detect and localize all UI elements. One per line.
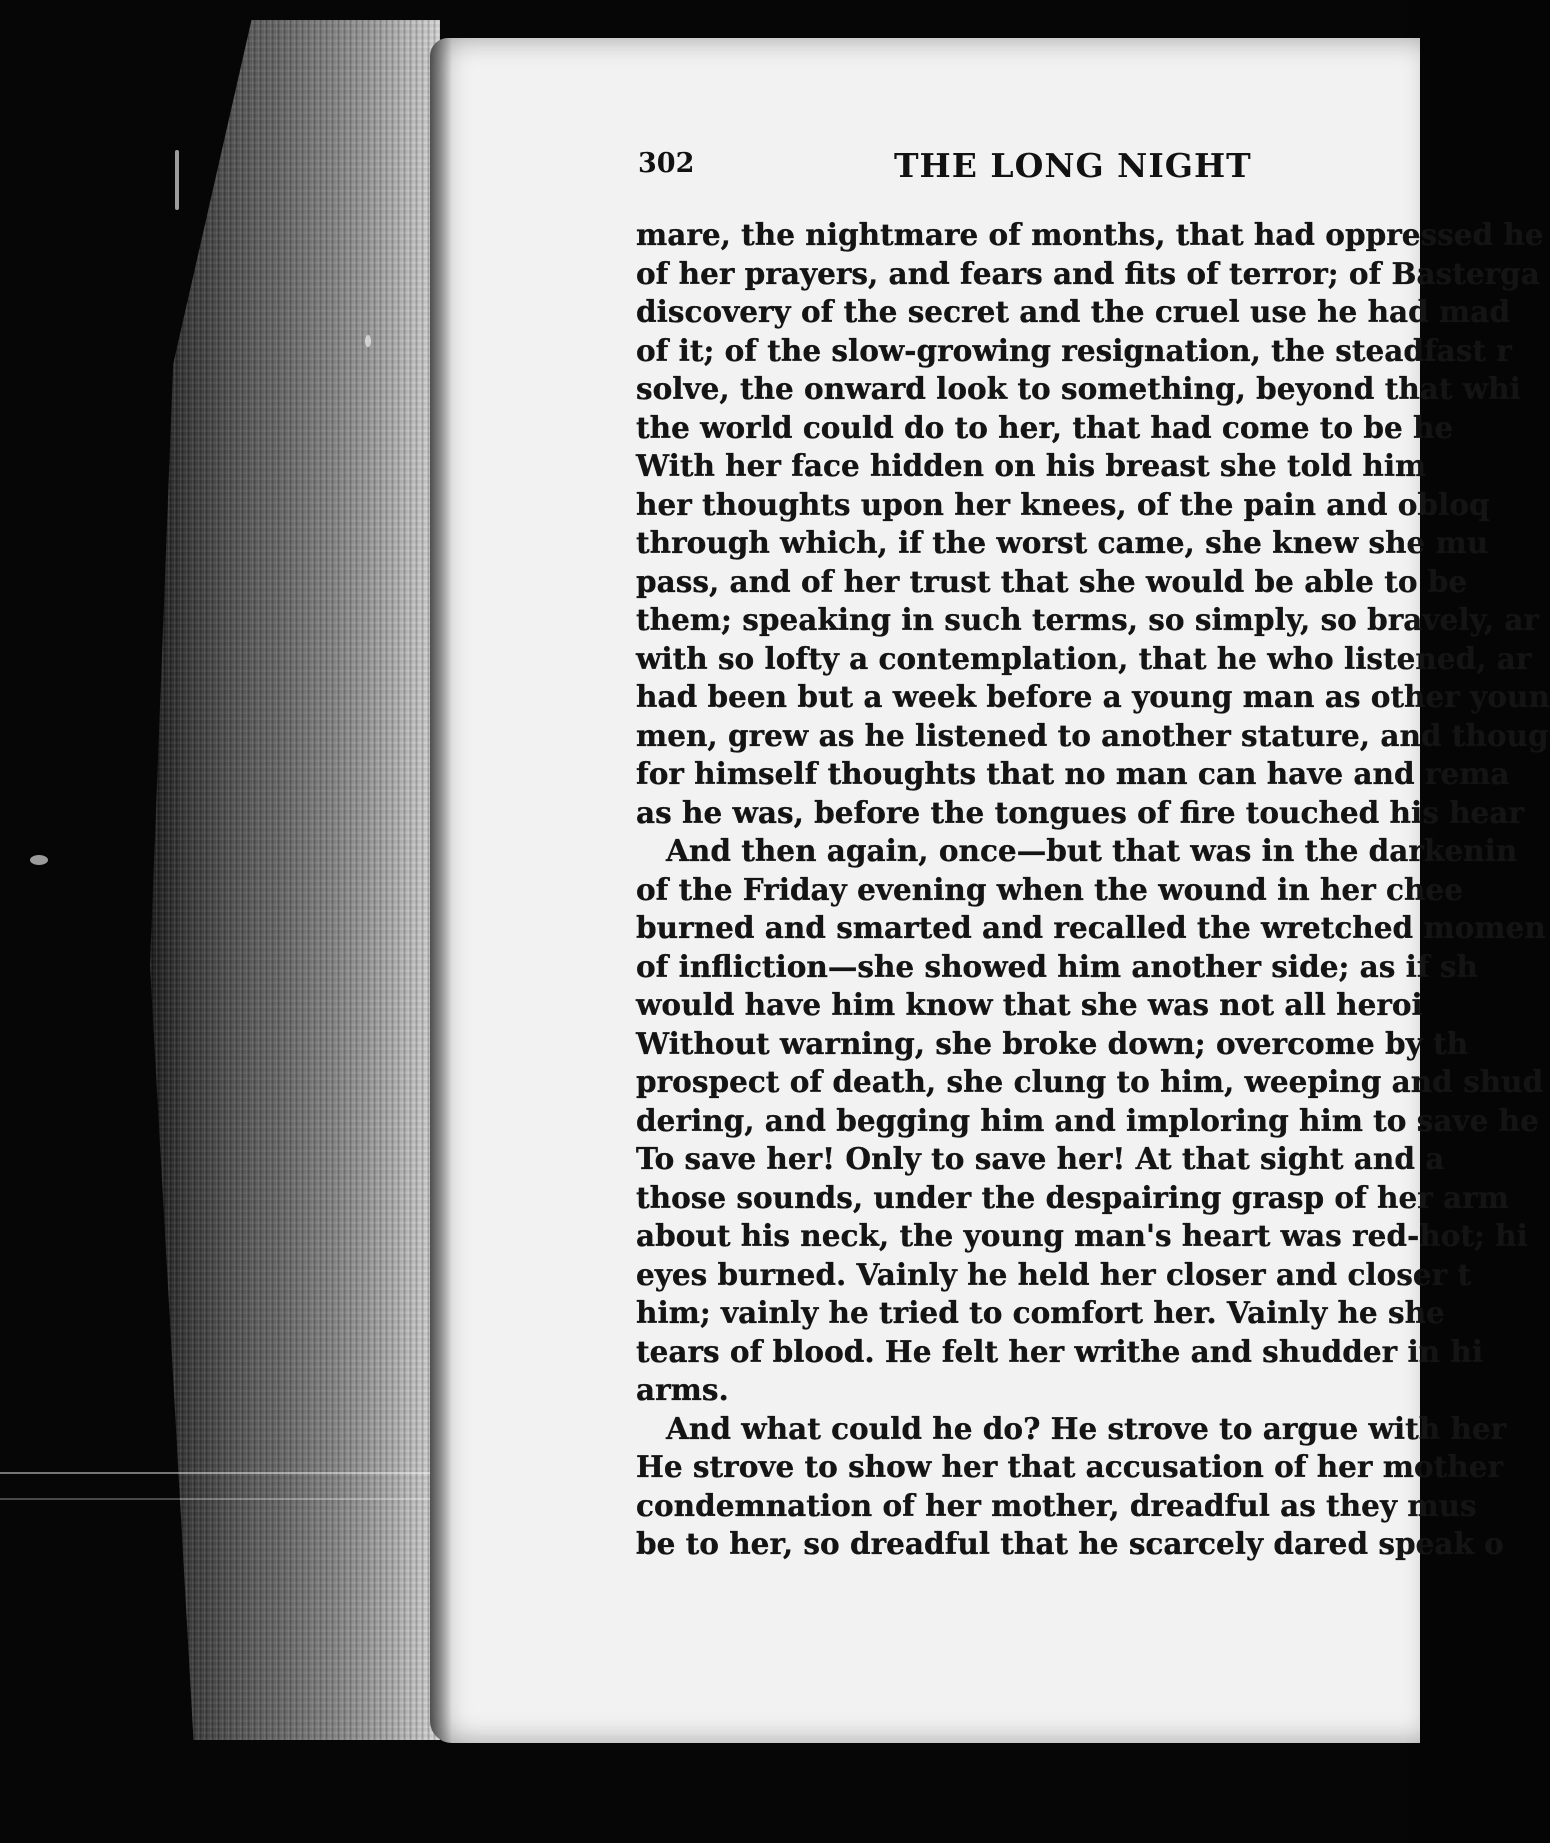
text-line: of her prayers, and fears and fits of terror; of Basterga [636,255,1540,291]
text-line: He strove to show her that accusation of her mother [636,1449,1504,1484]
text-line: through which, if the worst came, she knew she mu [636,525,1489,560]
text-line: with so lofty a contemplation, that he who listened, ar [636,640,1532,676]
text-line: eyes burned. Vainly he held her closer and closer t [636,1256,1472,1292]
text-line: them; speaking in such terms, so simply, so bravely, ar [636,602,1540,637]
text-line: be to her, so dreadful that he scarcely dared speak o [636,1526,1504,1561]
text-line: had been but a week before a young man as other youn [636,679,1550,714]
text-line: To save her! Only to save her! At that sight and a [636,1141,1445,1176]
text-line: solve, the onward look to something, beyond that whi [636,371,1521,406]
text-line: Without warning, she broke down; overcome by th [636,1025,1469,1061]
text-line: dering, and begging him and imploring him to save he [636,1102,1539,1138]
dust-speck [30,855,48,865]
text-line: arms. [636,1372,729,1407]
text-line: about his neck, the young man's heart was red-hot; hi [636,1218,1528,1253]
text-line: of the Friday evening when the wound in her chee [636,871,1463,907]
text-line: men, grew as he listened to another stature, and thoug [636,717,1549,753]
text-line: of it; of the slow-growing resignation, the steadfast r [636,332,1512,368]
running-title: THE LONG NIGHT [894,146,1252,185]
body-text [636,216,1550,1564]
page-header [638,148,1398,188]
text-line: would have him know that she was not all heroi [636,987,1423,1022]
text-line: her thoughts upon her knees, of the pain and obloq [636,486,1490,522]
text-line: him; vainly he tried to comfort her. Vainly he she [636,1295,1445,1330]
text-line: And then again, once—but that was in the darkenin [666,833,1518,868]
text-line: those sounds, under the despairing grasp of her arm [636,1179,1509,1215]
text-line: And what could he do? He strove to argue with her [666,1410,1507,1446]
text-line: tears of blood. He felt her writhe and shudder in hi [636,1333,1484,1369]
dust-speck [365,335,371,347]
page-gutter-shadow [430,38,452,1743]
book-page-edges [150,20,440,1740]
text-line: condemnation of her mother, dreadful as they mus [636,1487,1477,1523]
page-number: 302 [638,148,695,179]
text-line: as he was, before the tongues of fire touched his hear [636,794,1524,830]
text-line: mare, the nightmare of months, that had oppressed he [636,217,1544,252]
text-line: pass, and of her trust that she would be able to be [636,563,1468,599]
text-line: burned and smarted and recalled the wretched momen [636,910,1546,945]
text-line: for himself thoughts that no man can have and rema [636,756,1510,791]
text-line: discovery of the secret and the cruel use he had mad [636,294,1511,329]
text-line: prospect of death, she clung to him, weeping and shud [636,1064,1544,1099]
text-line: With her face hidden on his breast she told him [636,448,1427,483]
text-line: of infliction—she showed him another side; as if sh [636,948,1478,984]
dust-speck [175,150,179,210]
text-line: the world could do to her, that had come to be he [636,409,1454,445]
